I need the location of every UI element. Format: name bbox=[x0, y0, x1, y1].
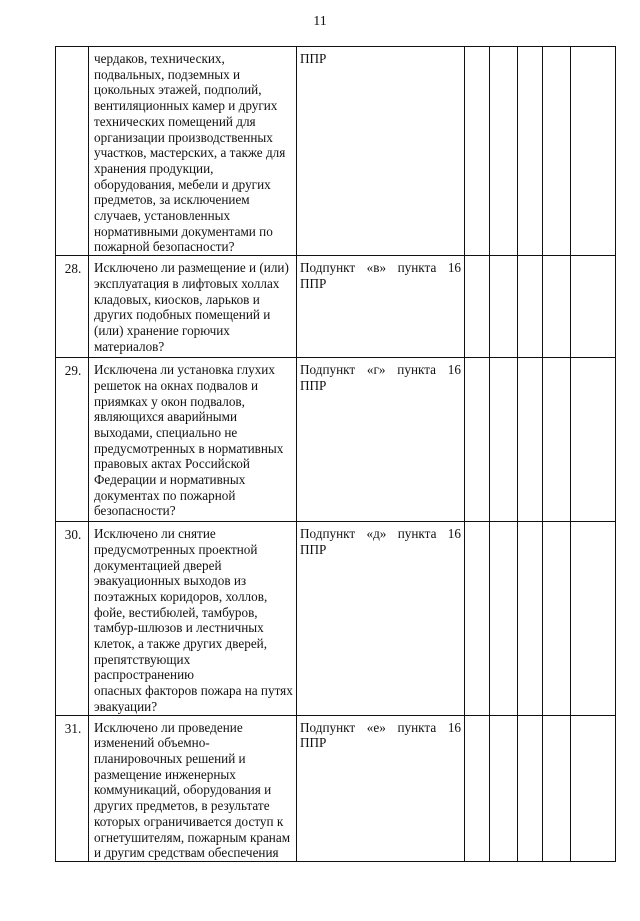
answer-cell-3 bbox=[518, 715, 543, 861]
question-cell bbox=[89, 715, 297, 861]
reference-text bbox=[297, 256, 464, 291]
reference-text bbox=[297, 522, 464, 557]
answer-cell-2 bbox=[490, 358, 518, 522]
table-row bbox=[56, 522, 616, 715]
question-cell bbox=[89, 522, 297, 715]
reference-cell bbox=[297, 715, 465, 861]
reference-word: пункта bbox=[397, 719, 437, 735]
reference-line-1 bbox=[300, 720, 461, 736]
reference-word: пункта bbox=[397, 362, 437, 378]
reference-word: 16 bbox=[447, 260, 461, 276]
reference-line-1 bbox=[300, 526, 461, 542]
answer-cell-1 bbox=[465, 522, 490, 715]
answer-cell-1 bbox=[465, 358, 490, 522]
reference-line-2: ППР bbox=[300, 275, 327, 291]
comment-cell bbox=[571, 47, 616, 256]
reference-cell bbox=[297, 358, 465, 522]
checklist-table bbox=[55, 46, 616, 862]
reference-cell bbox=[297, 256, 465, 358]
reference-text bbox=[297, 716, 464, 751]
question-text: чердаков, технических, подвальных, подземных и цокольных этажей, подполий, вентиляционных камер и других технических помещений для организации производственных участков, мастерских, а также для хранения продукции, оборудования, мебели и других предметов, за исключением случаев, установленных нормативными документами по пожарной безопасности? bbox=[94, 51, 286, 255]
row-number: 28. bbox=[64, 261, 82, 277]
reference-word: пункта bbox=[397, 526, 437, 542]
answer-cell-4 bbox=[543, 522, 571, 715]
answer-cell-2 bbox=[490, 256, 518, 358]
answer-cell-2 bbox=[490, 522, 518, 715]
answer-cell-1 bbox=[465, 715, 490, 861]
reference-word: 16 bbox=[447, 526, 461, 542]
row-number-cell bbox=[56, 522, 89, 715]
question-cell bbox=[89, 256, 297, 358]
reference-word: Подпункт bbox=[300, 362, 356, 378]
row-number: 29. bbox=[64, 363, 82, 379]
comment-cell bbox=[571, 715, 616, 861]
answer-cell-2 bbox=[490, 47, 518, 256]
reference-text bbox=[297, 358, 464, 393]
answer-cell-3 bbox=[518, 256, 543, 358]
question-cell bbox=[89, 47, 297, 256]
page-number: 11 bbox=[313, 14, 327, 29]
question-cell bbox=[89, 358, 297, 522]
answer-cell-3 bbox=[518, 522, 543, 715]
table-row bbox=[56, 47, 616, 256]
question-text: Исключена ли установка глухих решеток на окнах подвалов и приямках у окон подвалов, являющихся аварийными выходами, специально не предусмотренных в нормативных правовых актах Российской Федерации и нормативных документах по пожарной безопасности? bbox=[94, 362, 284, 519]
answer-cell-1 bbox=[465, 256, 490, 358]
answer-cell-4 bbox=[543, 256, 571, 358]
answer-cell-4 bbox=[543, 47, 571, 256]
reference-line-1 bbox=[300, 260, 461, 276]
answer-cell-4 bbox=[543, 715, 571, 861]
question-text: Исключено ли проведение изменений объемно- планировочных решений и размещение инженерных коммуникаций, оборудования и других предметов, в результате которых ограничивается доступ к огнетушителям, пожарным кранам и другим средствам обеспечения bbox=[94, 719, 291, 861]
reference-cell bbox=[297, 522, 465, 715]
answer-cell-3 bbox=[518, 358, 543, 522]
table-row bbox=[56, 358, 616, 522]
row-number-cell bbox=[56, 715, 89, 861]
question-text: Исключено ли размещение и (или) эксплуатация в лифтовых холлах кладовых, киосков, ларьков и других подобных помещений и (или) хранение горючих материалов? bbox=[94, 260, 289, 354]
reference-word: «д» bbox=[366, 526, 387, 542]
reference-word: Подпункт bbox=[300, 719, 356, 735]
reference-word: «г» bbox=[366, 362, 386, 378]
reference-word: «е» bbox=[366, 719, 386, 735]
reference-cell bbox=[297, 47, 465, 256]
comment-cell bbox=[571, 256, 616, 358]
row-number: 31. bbox=[64, 720, 82, 736]
reference-word: пункта bbox=[397, 260, 437, 276]
reference-text bbox=[297, 47, 464, 67]
question-text: Исключено ли снятие предусмотренных проектной документацией дверей эвакуационных выходов из поэтажных коридоров, холлов, фойе, вестибюлей, тамбуров, тамбур-шлюзов и лестничных клеток, а также других дверей, препятствующих распространению опасных факторов пожара на путях эвакуации? bbox=[94, 526, 293, 714]
reference-word: «в» bbox=[366, 260, 387, 276]
row-number: 30. bbox=[64, 527, 82, 543]
reference-line-2: ППР bbox=[300, 541, 327, 557]
reference-word: 16 bbox=[447, 719, 461, 735]
reference-word: ППР bbox=[300, 51, 327, 66]
reference-line-2: ППР bbox=[300, 377, 327, 393]
row-number-cell bbox=[56, 256, 89, 358]
answer-cell-3 bbox=[518, 47, 543, 256]
comment-cell bbox=[571, 522, 616, 715]
reference-word: 16 bbox=[447, 362, 461, 378]
reference-line-1 bbox=[300, 362, 461, 378]
table-row bbox=[56, 715, 616, 861]
comment-cell bbox=[571, 358, 616, 522]
reference-word: Подпункт bbox=[300, 260, 356, 276]
reference-line-2: ППР bbox=[300, 735, 327, 751]
reference-word: Подпункт bbox=[300, 526, 356, 542]
answer-cell-2 bbox=[490, 715, 518, 861]
row-number-cell bbox=[56, 47, 89, 256]
row-number-cell bbox=[56, 358, 89, 522]
row-number bbox=[56, 47, 88, 52]
table-row bbox=[56, 256, 616, 358]
reference-line-1 bbox=[300, 51, 461, 67]
answer-cell-4 bbox=[543, 358, 571, 522]
answer-cell-1 bbox=[465, 47, 490, 256]
